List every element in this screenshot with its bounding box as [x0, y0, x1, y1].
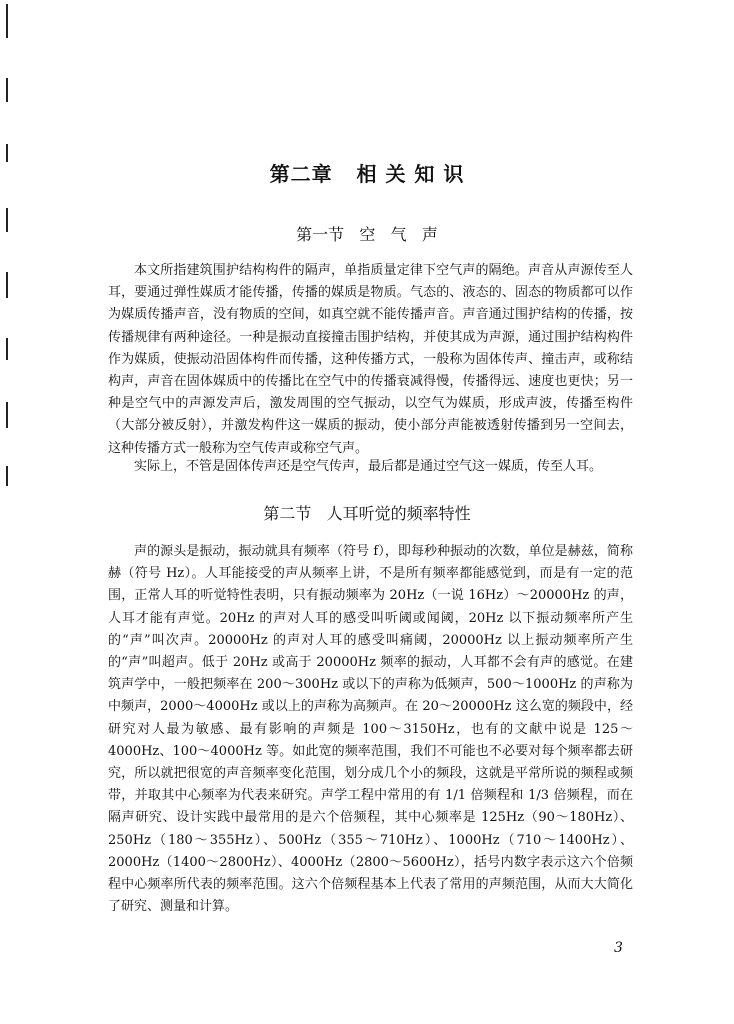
paragraph: 声的源头是振动，振动就具有频率（符号 f），即每秒种振动的次数，单位是赫兹，简称赫（符号 Hz）。人耳能接受的声从频率上讲，不是所有频率都能感觉到，而是有一定的范围，正常人耳的听觉特性表明，只有振动频率为 20Hz（一说 16Hz）～20000Hz 的声，人耳才能有声觉。20Hz 的声对人耳的感受叫听阈或闻阈，20Hz 以下振动频率所产生的“声”叫次声。20000Hz 的声对人耳的感受叫痛阈，20000Hz 以上振动频率所产生的“声”叫超声。低于 20Hz 或高于 20000Hz 频率的振动，人耳都不会有声的感觉。在建筑声学中，一般把频率在 200～300Hz 或以下的声称为低频声，500～1000Hz 的声称为中频声，2000～4000Hz 或以上的声称为高频声。在 20～20000Hz 这么宽的频段中，经研究对人最为敏感、最有影响的声频是 100～3150Hz，也有的文献中说是 125～4000Hz、100～4000Hz 等。如此宽的频率范围，我们不可能也不必要对每个频率都去研究，所以就把很宽的声音频率变化范围，划分成几个小的频段，这就是平常所说的频程或频带，并取其中心频率为代表来研究。声学工程中常用的有 1/1 倍频程和 1/3 倍频程，而在隔声研究、设计实践中最常用的是六个倍频程，其中心频率是 125Hz（90～180Hz）、250Hz（180～355Hz）、500Hz（355～710Hz）、1000Hz（710～1400Hz）、2000Hz（1400～2800Hz）、4000Hz（2800～5600Hz），括号内数字表示这六个倍频程中心频率所代表的频率范围。这六个倍频程基本上代表了常用的声频范围，从而大大简化了研究、测量和计算。: [108, 544, 633, 915]
binding-mark: [6, 78, 8, 102]
binding-mark: [6, 272, 8, 298]
page-number: 3: [614, 940, 623, 956]
binding-mark: [6, 466, 8, 486]
chapter-title: 第二章 相 关 知 识: [269, 162, 465, 186]
section-title: 第二节 人耳听觉的频率特性: [263, 504, 471, 523]
binding-mark: [6, 338, 8, 360]
section-title: 第一节 空 气 声: [296, 225, 438, 244]
paragraph: 实际上，不管是固体传声还是空气传声，最后都是通过空气这一媒质，传至人耳。: [134, 459, 603, 474]
binding-mark: [6, 402, 8, 428]
paragraph: 本文所指建筑围护结构构件的隔声，单指质量定律下空气声的隔绝。声音从声源传至人耳，要通过弹性媒质才能传播，传播的媒质是物质。气态的、液态的、固态的物质都可以作为媒质传播声音，没有物质的空间，如真空就不能传播声音。声音通过围护结构的传播，按传播规律有两种途径。一种是振动直接撞击围护结构，并使其成为声源，通过围护结构构件作为媒质，使振动沿固体构件而传播，这种传播方式，一般称为固体传声、撞击声，或称结构声，声音在固体媒质中的传播比在空气中的传播衰减得慢，传播得远、速度也更快；另一种是空气中的声源发声后，激发周围的空气振动，以空气为媒质，形成声波，传播至构件（大部分被反射），并激发构件这一媒质的振动，使小部分声能被透射传播到另一空间去，这种传播方式一般称为空气传声或称空气声。: [108, 263, 633, 456]
binding-mark: [6, 4, 8, 38]
